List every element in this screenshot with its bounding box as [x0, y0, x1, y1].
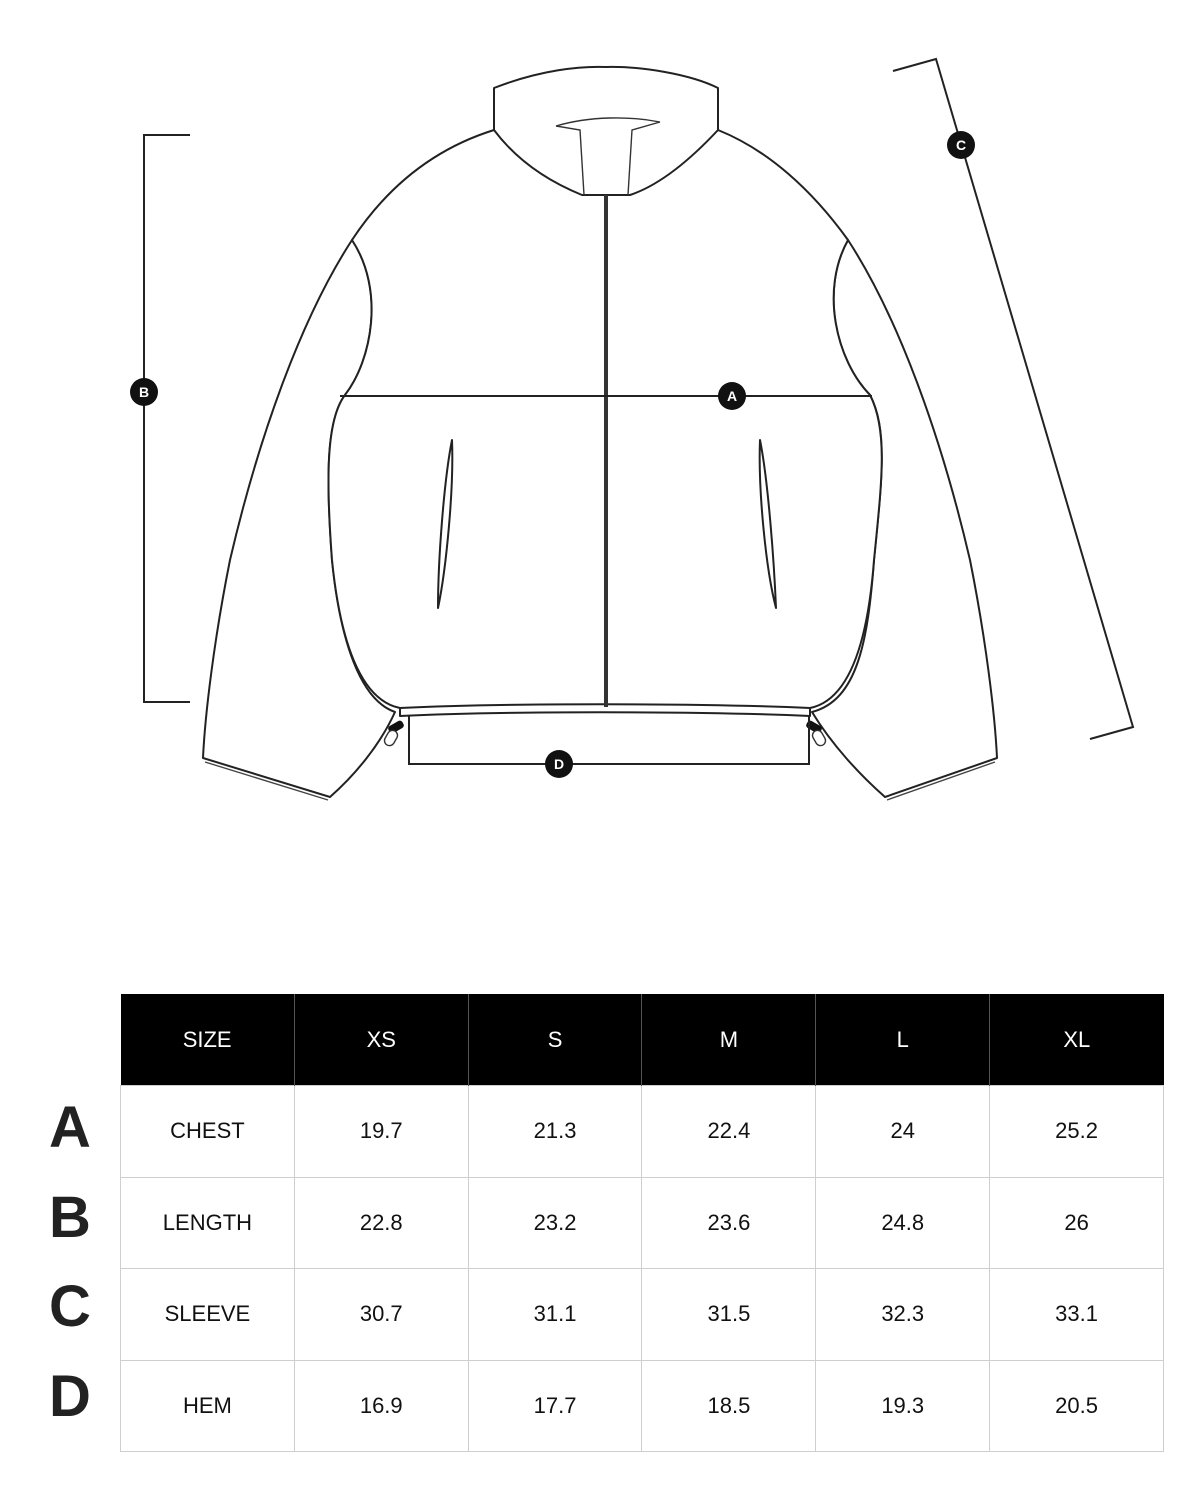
svg-text:B: B: [138, 384, 150, 400]
table-cell: 19.3: [816, 1360, 990, 1452]
row-letter-b: B: [49, 1184, 91, 1250]
row-label: SLEEVE: [121, 1269, 295, 1361]
marker-badge-b: [130, 378, 158, 406]
row-letter-c: C: [49, 1274, 91, 1340]
table-header-row: [121, 994, 1164, 1086]
table-cell: 21.3: [468, 1086, 642, 1178]
measure-line-length: [144, 135, 190, 702]
table-cell: 33.1: [990, 1269, 1164, 1361]
header-s: S: [468, 994, 642, 1086]
table-cell: 16.9: [294, 1360, 468, 1452]
header-xs: XS: [294, 994, 468, 1086]
table-cell: 31.5: [642, 1269, 816, 1361]
table-cell: 18.5: [642, 1360, 816, 1452]
header-size: SIZE: [121, 994, 295, 1086]
table-cell: 17.7: [468, 1360, 642, 1452]
table-cell: 25.2: [990, 1086, 1164, 1178]
header-xl: XL: [990, 994, 1164, 1086]
row-label: CHEST: [121, 1086, 295, 1178]
table-cell: 20.5: [990, 1360, 1164, 1452]
svg-text:C: C: [955, 137, 967, 153]
table-cell: 24: [816, 1086, 990, 1178]
table-cell: 24.8: [816, 1177, 990, 1269]
svg-text:D: D: [553, 756, 565, 772]
table-cell: 31.1: [468, 1269, 642, 1361]
table-cell: 23.2: [468, 1177, 642, 1269]
svg-text:A: A: [726, 388, 738, 404]
size-chart-table: [120, 994, 1164, 1452]
table-cell: 30.7: [294, 1269, 468, 1361]
table-row: [121, 1269, 1164, 1361]
table-row: [121, 1086, 1164, 1178]
table-row: [121, 1177, 1164, 1269]
table-row: [121, 1360, 1164, 1452]
table-cell: 26: [990, 1177, 1164, 1269]
header-l: L: [816, 994, 990, 1086]
row-letter-column: [30, 1083, 110, 1441]
table-cell: 19.7: [294, 1086, 468, 1178]
marker-badge-c: [947, 131, 975, 159]
header-m: M: [642, 994, 816, 1086]
table-cell: 22.8: [294, 1177, 468, 1269]
row-label: LENGTH: [121, 1177, 295, 1269]
row-letter-a: A: [49, 1095, 91, 1161]
row-label: HEM: [121, 1360, 295, 1452]
table-cell: 32.3: [816, 1269, 990, 1361]
table-cell: 22.4: [642, 1086, 816, 1178]
measure-line-hem: [409, 716, 809, 764]
table-cell: 23.6: [642, 1177, 816, 1269]
row-letter-d: D: [49, 1363, 91, 1429]
marker-badge-d: [545, 750, 573, 778]
marker-badge-a: [718, 382, 746, 410]
